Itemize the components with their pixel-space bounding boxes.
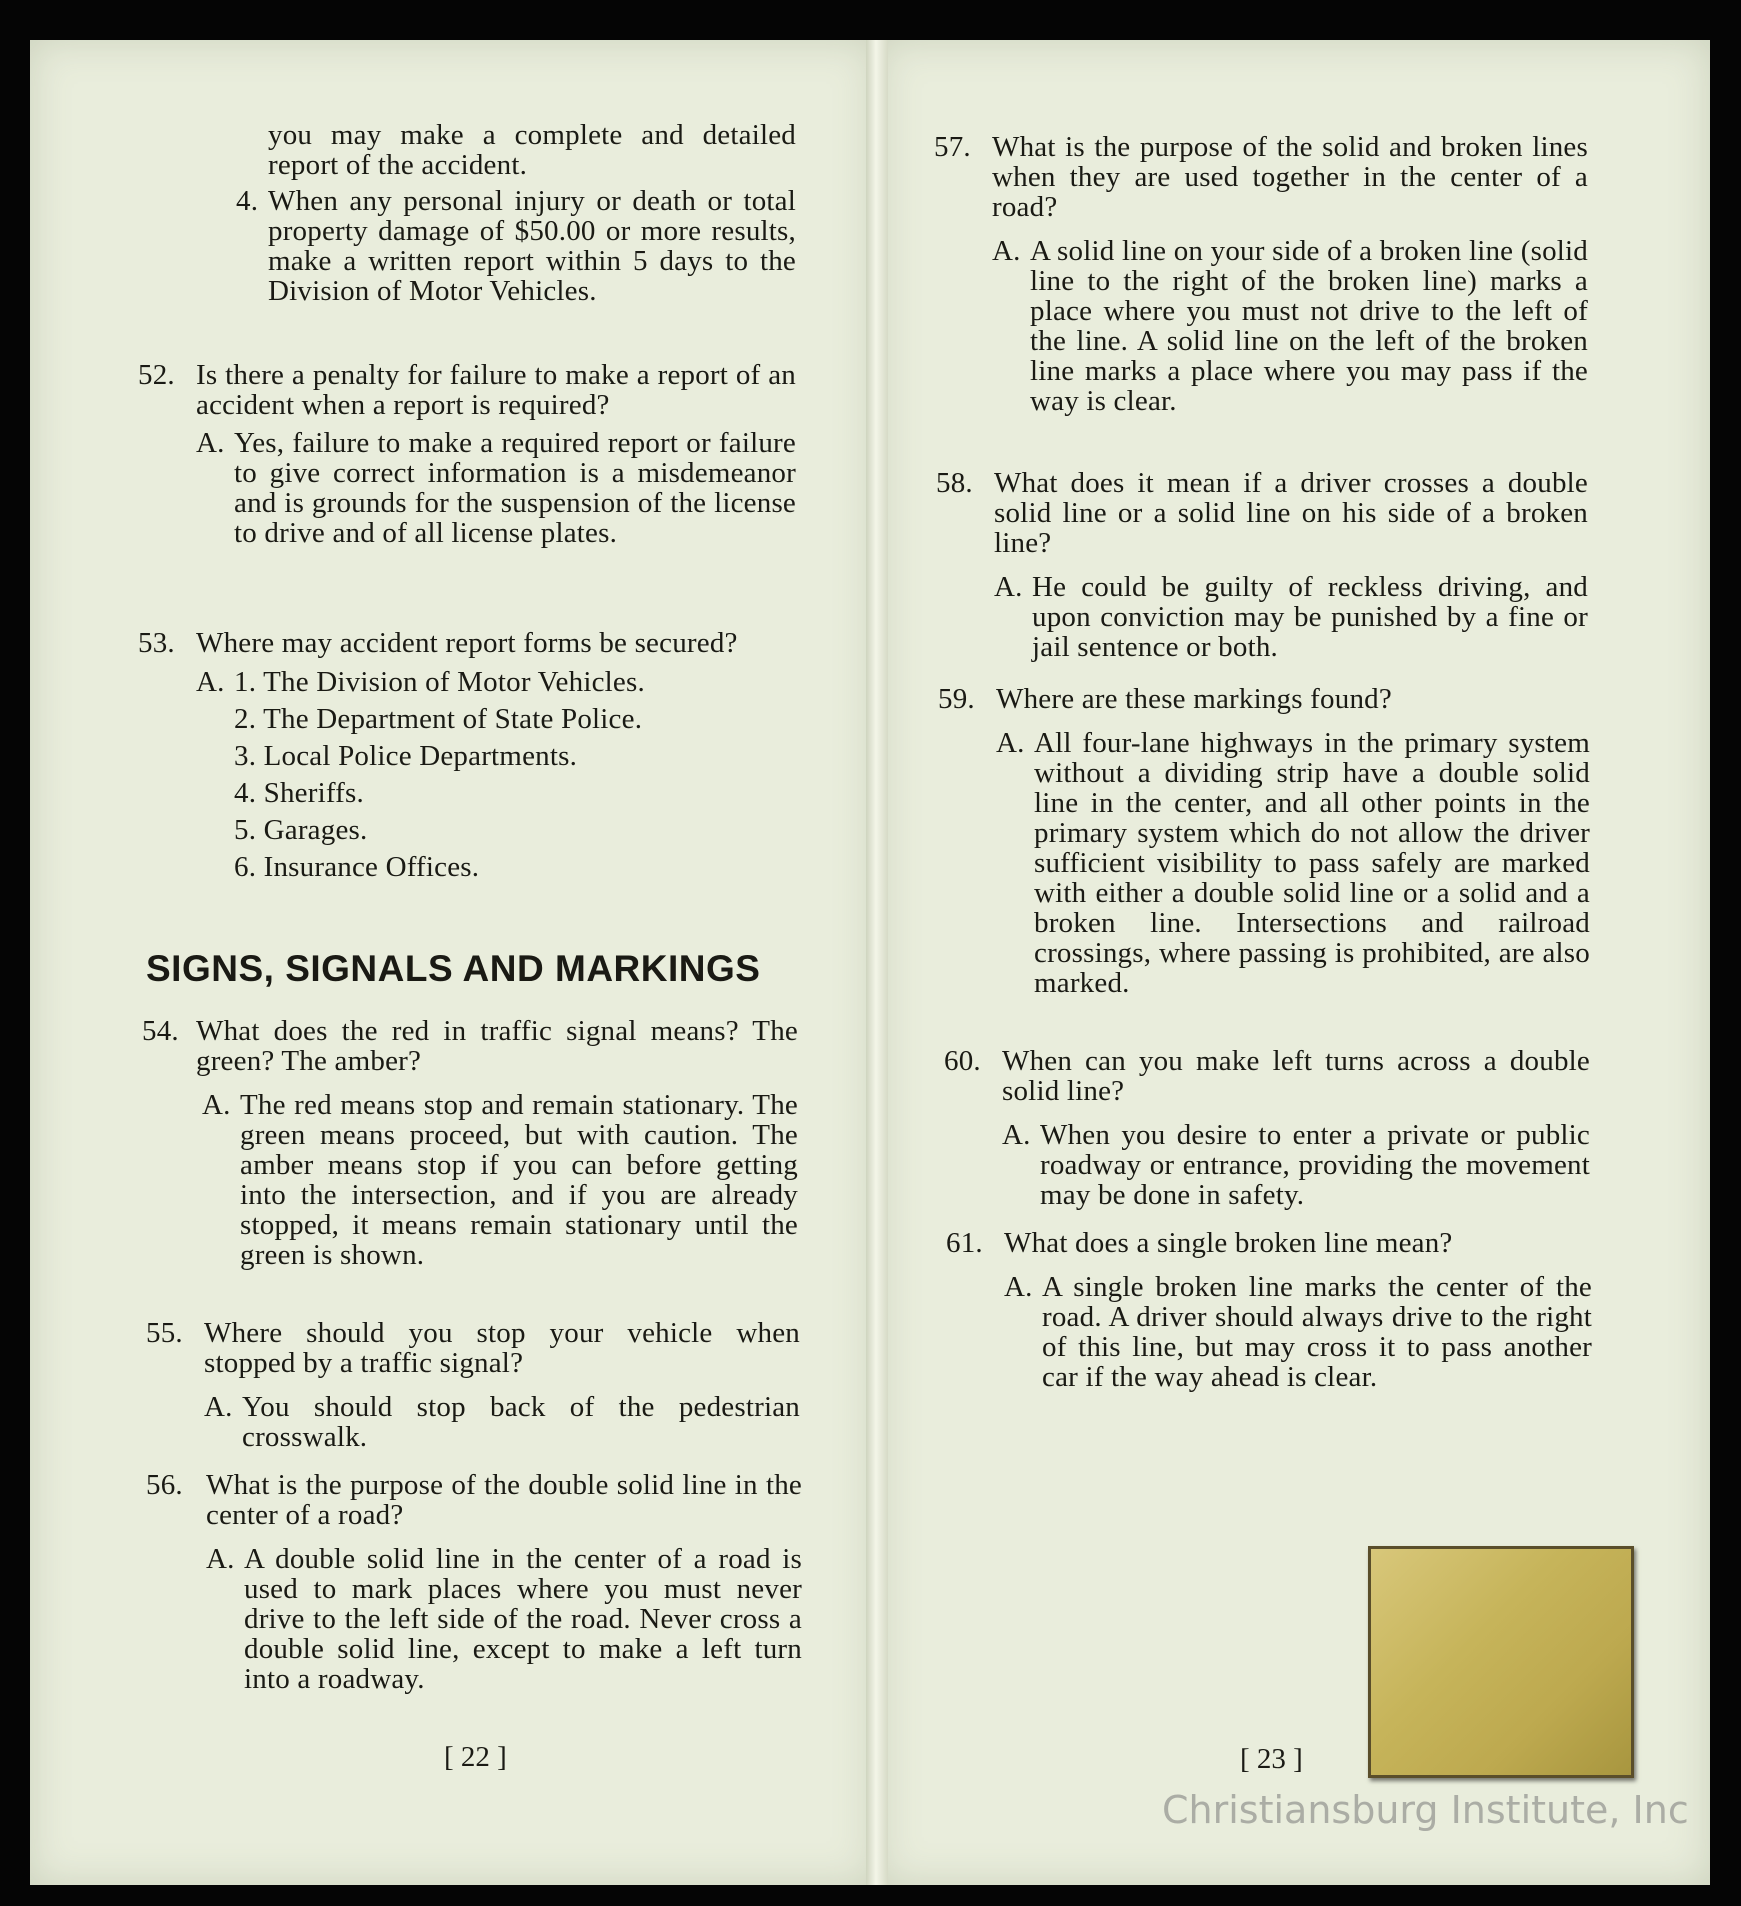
question-56: 56. What is the purpose of the double solid line in the center of a road? A. A double solid line in the center of a road is used to mark places where you must never drive to the left side of the road. Never cross a double solid line, except to make a left turn into a roadway.	[146, 1469, 802, 1695]
section-heading: SIGNS, SIGNALS AND MARKINGS	[146, 948, 761, 989]
question-58: 58. What does it mean if a driver crosses a double solid line or a solid line on his side of a broken line? A. He could be guilty of reckless driving, and upon conviction may be punished by a fine or jail sentence or both.	[936, 467, 1588, 663]
question-57: 57. What is the purpose of the solid and broken lines when they are used together in the center of a road? A. A solid line on your side of a broken line (solid line to the right of the broken line) marks a place where you must not drive to the left of the line. A solid line on the left of the broken line marks a place where you may pass if the way is clear.	[934, 131, 1588, 417]
question-59: 59. Where are these markings found? A. All four-lane highways in the primary system without a dividing strip have a double solid line in the center, and all other points in the primary system which do not allow the driver sufficient visibility to pass safely are marked with either a double solid line or a solid and a broken line. Intersections and railroad crossings, where passing is prohibited, are also marked.	[938, 683, 1590, 999]
page-number-right: [ 23 ]	[1240, 1743, 1303, 1775]
watermark: Christiansburg Institute, Inc	[1162, 1788, 1689, 1832]
list-item: 5. Garages.	[234, 814, 368, 846]
item-4: 4. When any personal injury or death or total property damage of $50.00 or more results, make a written report within 5 days to the Division of Motor Vehicles.	[236, 185, 796, 307]
question-60: 60. When can you make left turns across a double solid line? A. When you desire to enter a private or public roadway or entrance, providing the movement may be done in safety.	[944, 1045, 1590, 1211]
question-54: 54. What does the red in traffic signal means? The green? The amber? A. The red means stop and remain stationary. The green means proceed, but with caution. The amber means stop if you can before getting into the intersection, and if you are already stopped, it means remain stationary until the green is shown.	[142, 1015, 798, 1271]
question-53: 53. Where may accident report forms be secured? A. 1. The Division of Motor Vehicles. 2. The Department of State Police. 3. Local Police Departments. 4. Sheriffs. 5. Garages. 6. Insurance Offices.	[138, 628, 796, 886]
list-item: 2. The Department of State Police.	[234, 703, 643, 735]
page-number-left: [ 22 ]	[444, 1741, 507, 1773]
list-item: 3. Local Police Departments.	[234, 740, 578, 772]
list-item: 4. Sheriffs.	[234, 777, 364, 809]
book-gutter	[866, 40, 888, 1885]
continuation-text: you may make a complete and detailed report of the accident.	[268, 119, 796, 181]
question-55: 55. Where should you stop your vehicle when stopped by a traffic signal? A. You should stop back of the pedestrian crosswalk.	[146, 1317, 800, 1453]
gold-color-swatch	[1368, 1546, 1634, 1778]
question-52: 52. Is there a penalty for failure to make a report of an accident when a report is required? A. Yes, failure to make a required report or failure to give correct information is a misdemeanor and is grounds for the suspension of the license to drive and of all license plates.	[138, 359, 796, 549]
list-item: 6. Insurance Offices.	[234, 851, 480, 883]
question-61: 61. What does a single broken line mean? A. A single broken line marks the center of the road. A driver should always drive to the right of this line, but may cross it to pass another car if the way ahead is clear.	[946, 1227, 1592, 1393]
list-item: 1. The Division of Motor Vehicles.	[234, 666, 645, 698]
